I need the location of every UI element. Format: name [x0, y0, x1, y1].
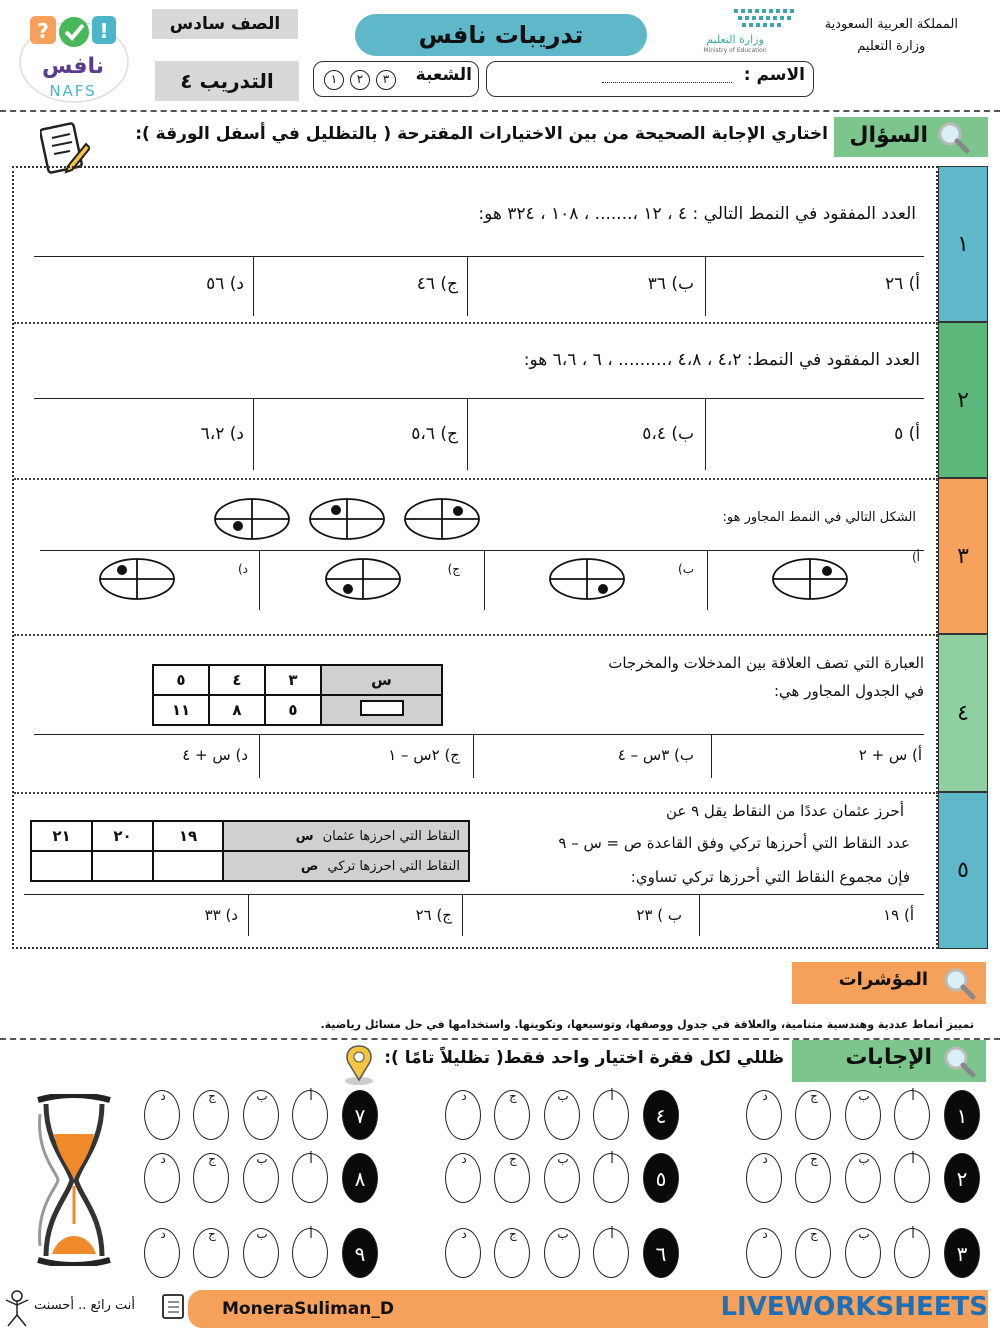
options-divider: [467, 398, 468, 470]
options-divider: [462, 894, 463, 936]
options-divider: [699, 894, 700, 936]
q3-option-b[interactable]: ب): [678, 562, 694, 576]
answer-bubble-q3-a[interactable]: [894, 1228, 930, 1278]
bubble-letter: ب: [858, 1227, 870, 1241]
footer-bar: [188, 1290, 988, 1328]
indicators-label: المؤشرات: [838, 969, 928, 990]
question-5-text-line1: أحرز عثمان عددًا من النقاط يقل ٩ عن: [665, 802, 904, 820]
ministry-line: وزارة التعليم: [857, 39, 926, 54]
q5-option-a[interactable]: أ) ١٩: [883, 906, 914, 924]
bubble-letter: ج: [509, 1227, 517, 1241]
country-line: المملكة العربية السعودية: [824, 17, 958, 32]
options-divider: [259, 734, 260, 778]
answer-bubble-q2-a[interactable]: [894, 1153, 930, 1203]
blank-box: [360, 700, 404, 716]
q3-option-a[interactable]: أ): [911, 550, 920, 564]
pattern-shapes: [210, 494, 490, 544]
bubble-letter: د: [160, 1227, 166, 1241]
country-header: [825, 14, 958, 58]
answer-bubble-q5-c[interactable]: [494, 1153, 530, 1203]
bubble-letter: ب: [557, 1227, 569, 1241]
q4-option-d[interactable]: د) س + ٤: [182, 746, 248, 764]
nafs-logo: [16, 10, 131, 105]
io-cell: ١١: [153, 695, 209, 725]
bubble-letter: أ: [610, 1227, 614, 1241]
magnifier-icon: [936, 120, 970, 154]
bubble-letter: د: [160, 1152, 166, 1166]
row-label-text: النقاط التي احرزها عثمان: [322, 828, 460, 844]
ministry-logo: [700, 6, 800, 56]
points-cell: ١٩: [153, 821, 223, 851]
io-header-x: س: [321, 665, 442, 695]
page-title: تدريبات نافس: [355, 14, 647, 56]
answer-bubble-q7-d[interactable]: [144, 1090, 180, 1140]
answer-bubble-q8-b[interactable]: [243, 1153, 279, 1203]
points-row-label: [223, 821, 469, 851]
answer-number-7: ٧: [342, 1090, 378, 1140]
bubble-letter: أ: [309, 1152, 313, 1166]
hourglass-icon: [28, 1094, 118, 1266]
answer-bubble-q1-c[interactable]: [795, 1090, 831, 1140]
answer-number-2: ٢: [944, 1153, 980, 1203]
answer-bubble-q2-d[interactable]: [746, 1153, 782, 1203]
options-line: [24, 894, 924, 895]
answer-shapes: [96, 556, 856, 604]
section-1-option[interactable]: ١: [324, 70, 344, 90]
section-3-option[interactable]: ٣: [376, 70, 396, 90]
row-var: س: [295, 828, 314, 844]
bubble-letter: د: [762, 1227, 768, 1241]
points-row-label: [223, 851, 469, 881]
answer-bubble-q3-d[interactable]: [746, 1228, 782, 1278]
header-divider: [0, 110, 1000, 112]
row-var: ص: [300, 858, 319, 874]
answer-bubble-q5-a[interactable]: [593, 1153, 629, 1203]
question-number-2: ٢: [938, 322, 988, 478]
answer-bubble-q4-d[interactable]: [445, 1090, 481, 1140]
question-number-4: ٤: [938, 634, 988, 792]
q4-option-c[interactable]: ج) ٢س – ١: [388, 746, 460, 764]
section-label: الشعبة: [415, 65, 472, 85]
stick-figure-icon: [2, 1288, 32, 1328]
answer-bubble-q1-d[interactable]: [746, 1090, 782, 1140]
question-number-5: ٥: [938, 792, 988, 949]
question-2-text: العدد المفقود في النمط: ٤،٢ ، ٤،٨ ،......... ، ٦ ، ٦،٦ هو:: [523, 350, 920, 370]
ministry-logo-text: وزارة التعليم: [706, 33, 764, 46]
answer-bubble-q4-b[interactable]: [544, 1090, 580, 1140]
q3-option-c[interactable]: ج): [447, 562, 460, 576]
question-1-text: العدد المفقود في النمط التالي : ٤ ، ١٢ ،....... ، ١٠٨ ، ٣٢٤ هو:: [478, 204, 916, 224]
io-cell: ٤: [209, 665, 265, 695]
answer-number-5: ٥: [643, 1153, 679, 1203]
bubble-letter: ج: [509, 1089, 517, 1103]
answer-bubble-q9-c[interactable]: [193, 1228, 229, 1278]
answer-bubble-q5-b[interactable]: [544, 1153, 580, 1203]
answer-bubble-q6-a[interactable]: [593, 1228, 629, 1278]
bubble-letter: ج: [208, 1152, 216, 1166]
bubble-letter: ج: [208, 1089, 216, 1103]
answers-header: [792, 1040, 986, 1082]
section-box[interactable]: [313, 61, 479, 97]
answer-bubble-q8-d[interactable]: [144, 1153, 180, 1203]
answer-bubble-q7-b[interactable]: [243, 1090, 279, 1140]
bubble-letter: ب: [256, 1227, 268, 1241]
q2-option-a[interactable]: أ) ٥: [894, 424, 920, 444]
points-cell: ٢١: [31, 821, 92, 851]
options-divider: [711, 734, 712, 778]
nafs-ar: نافس: [41, 54, 105, 79]
q2-option-c[interactable]: ج) ٥،٦: [411, 424, 458, 444]
answer-bubble-q7-c[interactable]: [193, 1090, 229, 1140]
answer-bubble-q6-c[interactable]: [494, 1228, 530, 1278]
answer-bubble-q1-b[interactable]: [845, 1090, 881, 1140]
options-line: [34, 256, 924, 257]
bubble-letter: ب: [557, 1089, 569, 1103]
bubble-letter: د: [461, 1227, 467, 1241]
praise-text: أنت رائع .. أحسنت: [34, 1298, 136, 1313]
q1-option-b[interactable]: ب) ٣٦: [647, 274, 694, 294]
nafs-en: NAFS: [49, 82, 97, 100]
options-line: [40, 550, 924, 551]
question-number-3: ٣: [938, 478, 988, 634]
bubble-letter: د: [762, 1152, 768, 1166]
io-cell: ٥: [265, 695, 321, 725]
answer-number-3: ٣: [944, 1228, 980, 1278]
section-2-option[interactable]: ٢: [350, 70, 370, 90]
answer-bubble-q9-d[interactable]: [144, 1228, 180, 1278]
bubble-letter: ج: [208, 1227, 216, 1241]
svg-text:?: ?: [37, 19, 49, 43]
io-cell: ٨: [209, 695, 265, 725]
answer-bubble-q5-d[interactable]: [445, 1153, 481, 1203]
bubble-letter: أ: [911, 1089, 915, 1103]
q3-option-d[interactable]: د): [237, 562, 248, 576]
row-divider: [14, 792, 938, 794]
row-divider: [14, 634, 938, 636]
q2-option-b[interactable]: ب) ٥،٤: [642, 424, 694, 444]
name-label: الاسم :: [743, 65, 805, 85]
options-line: [34, 734, 924, 735]
question-5-text-line2: عدد النقاط التي أحرزها تركي وفق القاعدة ص = س – ٩: [558, 834, 910, 852]
bubble-letter: د: [762, 1089, 768, 1103]
answer-bubble-q8-a[interactable]: [292, 1153, 328, 1203]
bubble-letter: أ: [911, 1152, 915, 1166]
bubble-letter: أ: [610, 1152, 614, 1166]
question-header: [834, 117, 988, 157]
bubble-letter: أ: [610, 1089, 614, 1103]
answer-bubble-q7-a[interactable]: [292, 1090, 328, 1140]
bubble-letter: أ: [911, 1227, 915, 1241]
grade-label: الصف سادس: [152, 9, 298, 39]
answer-bubble-q9-b[interactable]: [243, 1228, 279, 1278]
answers-instruction: ظللي لكل فقرة اختيار واحد فقط( تظليلاً تامًا ):: [384, 1048, 784, 1068]
points-cell: ٢٠: [92, 821, 153, 851]
answers-label: الإجابات: [845, 1045, 932, 1070]
name-box[interactable]: [486, 61, 814, 97]
answer-bubble-q4-c[interactable]: [494, 1090, 530, 1140]
bubble-letter: ج: [509, 1152, 517, 1166]
q1-option-d[interactable]: د) ٥٦: [206, 274, 244, 294]
answer-number-8: ٨: [342, 1153, 378, 1203]
bubble-letter: أ: [309, 1227, 313, 1241]
answer-bubble-q6-b[interactable]: [544, 1228, 580, 1278]
q2-option-d[interactable]: د) ٦،٢: [200, 424, 244, 444]
question-3-text: الشكل التالي في النمط المجاور هو:: [722, 510, 916, 525]
bubble-letter: ب: [858, 1152, 870, 1166]
answer-number-1: ١: [944, 1090, 980, 1140]
bubble-letter: د: [160, 1089, 166, 1103]
question-4-text-line2: في الجدول المجاور هي:: [773, 682, 924, 700]
row-divider: [14, 322, 938, 324]
answer-bubble-q3-b[interactable]: [845, 1228, 881, 1278]
magnifier-icon: [942, 966, 976, 1000]
bubble-letter: ج: [810, 1089, 818, 1103]
answer-bubble-q6-d[interactable]: [445, 1228, 481, 1278]
svg-text:!: !: [99, 19, 109, 43]
options-divider: [705, 256, 706, 316]
ministry-logo-en: Ministry of Education: [703, 47, 767, 54]
question-4-text-line1: العبارة التي تصف العلاقة بين المدخلات والمخرجات: [608, 654, 924, 672]
bubble-letter: ج: [810, 1152, 818, 1166]
points-cell-empty: [31, 851, 92, 881]
q4-option-a[interactable]: أ) س + ٢: [858, 746, 922, 764]
question-number-1: ١: [938, 166, 988, 322]
row-divider: [14, 478, 938, 480]
options-divider: [705, 398, 706, 470]
io-table: [152, 664, 443, 726]
bubble-letter: ج: [810, 1227, 818, 1241]
q5-option-b[interactable]: ب ) ٢٣: [636, 906, 682, 924]
answer-bubble-q3-c[interactable]: [795, 1228, 831, 1278]
io-cell: ٣: [265, 665, 321, 695]
q5-option-d[interactable]: د) ٣٣: [204, 906, 238, 924]
q5-option-c[interactable]: ج) ٢٦: [415, 906, 452, 924]
drill-label: التدريب ٤: [155, 61, 299, 101]
bubble-letter: د: [461, 1152, 467, 1166]
answer-bubble-q2-c[interactable]: [795, 1153, 831, 1203]
points-table: [30, 820, 470, 882]
indicators-text: تمييز أنماط عددية وهندسية متنامية، والعلاقة في جدول ووصفها، وتوسيعها، وتكوينها. واستخدامها في حل مسائل رياضية.: [320, 1018, 974, 1031]
brand-name[interactable]: LIVEWORKSHEETS: [720, 1292, 988, 1322]
answer-number-6: ٦: [643, 1228, 679, 1278]
indicators-header: [792, 962, 986, 1004]
io-cell: ٥: [153, 665, 209, 695]
bubble-letter: ب: [557, 1152, 569, 1166]
options-divider: [248, 894, 249, 936]
bubble-letter: ب: [858, 1089, 870, 1103]
answer-bubble-q1-a[interactable]: [894, 1090, 930, 1140]
options-divider: [467, 256, 468, 316]
q1-option-a[interactable]: أ) ٢٦: [884, 274, 920, 294]
question-5-text-line3: فإن مجموع النقاط التي أحرزها تركي تساوي:: [630, 868, 910, 886]
io-header-y: [321, 695, 442, 725]
answer-bubble-q9-a[interactable]: [292, 1228, 328, 1278]
location-pin-icon: [340, 1044, 378, 1086]
answer-bubble-q4-a[interactable]: [593, 1090, 629, 1140]
options-divider: [473, 734, 474, 778]
bubble-letter: د: [461, 1089, 467, 1103]
row-label-text: النقاط التي احرزها تركي: [327, 858, 460, 874]
bubble-letter: ب: [256, 1152, 268, 1166]
magnifier-icon: [942, 1044, 976, 1078]
answer-bubble-q2-b[interactable]: [845, 1153, 881, 1203]
question-label: السؤال: [849, 123, 928, 148]
options-divider: [253, 398, 254, 470]
points-cell-empty: [92, 851, 153, 881]
points-cell-empty: [153, 851, 223, 881]
name-line[interactable]: [602, 82, 732, 83]
answer-number-9: ٩: [342, 1228, 378, 1278]
options-divider: [253, 256, 254, 316]
answer-number-4: ٤: [643, 1090, 679, 1140]
q1-option-c[interactable]: ج) ٤٦: [416, 274, 458, 294]
options-line: [34, 398, 924, 399]
bubble-letter: ب: [256, 1089, 268, 1103]
q4-option-b[interactable]: ب) ٣س – ٤: [617, 746, 694, 764]
question-instruction: اختاري الإجابة الصحيحة من بين الاختيارات المقترحة ( بالتظليل في أسفل الورقة ):: [135, 124, 828, 144]
author-name: MoneraSuliman_D: [222, 1299, 394, 1319]
bubble-letter: أ: [309, 1089, 313, 1103]
answer-bubble-q8-c[interactable]: [193, 1153, 229, 1203]
checklist-icon: [160, 1292, 186, 1320]
